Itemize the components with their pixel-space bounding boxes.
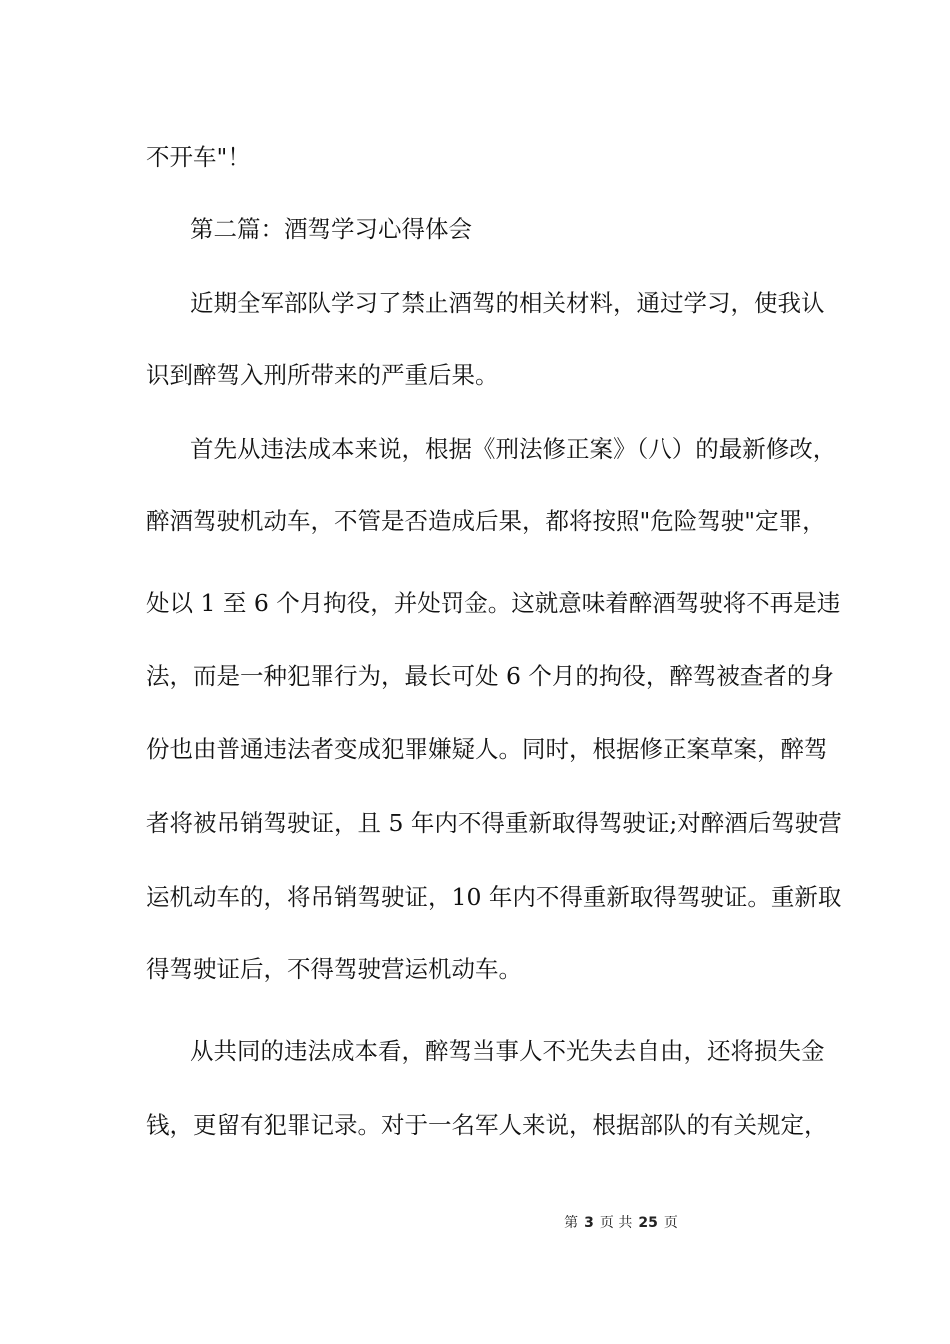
text-line: 运机动车的，将吊销驾驶证，10 年内不得重新取得驾驶证。重新取 bbox=[146, 883, 842, 911]
footer-middle: 页 共 bbox=[599, 1215, 633, 1231]
text-line: 法，而是一种犯罪行为，最长可处 6 个月的拘役，醉驾被查者的身 bbox=[146, 662, 834, 690]
text-line: 近期全军部队学习了禁止酒驾的相关材料，通过学习，使我认 bbox=[190, 289, 825, 317]
text-line: 钱，更留有犯罪记录。对于一名军人来说，根据部队的有关规定， bbox=[146, 1111, 828, 1139]
text-line: 首先从违法成本来说，根据《刑法修正案》（八）的最新修改， bbox=[190, 435, 837, 463]
text-line: 醉酒驾驶机动车，不管是否造成后果，都将按照"危险驾驶"定罪， bbox=[146, 507, 826, 535]
text-line: 从共同的违法成本看，醉驾当事人不光失去自由，还将损失金 bbox=[190, 1037, 825, 1065]
total-pages-number: 25 bbox=[638, 1215, 658, 1231]
page-footer bbox=[0, 1212, 950, 1232]
text-line: 者将被吊销驾驶证，且 5 年内不得重新取得驾驶证;对醉酒后驾驶营 bbox=[146, 809, 842, 837]
text-line: 处以 1 至 6 个月拘役，并处罚金。这就意味着醉酒驾驶将不再是违 bbox=[146, 589, 841, 617]
section-heading: 第二篇：酒驾学习心得体会 bbox=[190, 215, 472, 243]
text-line: 识到醉驾入刑所带来的严重后果。 bbox=[146, 361, 499, 389]
text-line: 得驾驶证后，不得驾驶营运机动车。 bbox=[146, 955, 522, 983]
footer-suffix: 页 bbox=[663, 1215, 678, 1231]
current-page-number: 3 bbox=[584, 1215, 594, 1231]
text-line: 份也由普通违法者变成犯罪嫌疑人。同时，根据修正案草案，醉驾 bbox=[146, 735, 828, 763]
text-line: 不开车"！ bbox=[146, 143, 251, 171]
footer-prefix: 第 bbox=[564, 1215, 579, 1231]
